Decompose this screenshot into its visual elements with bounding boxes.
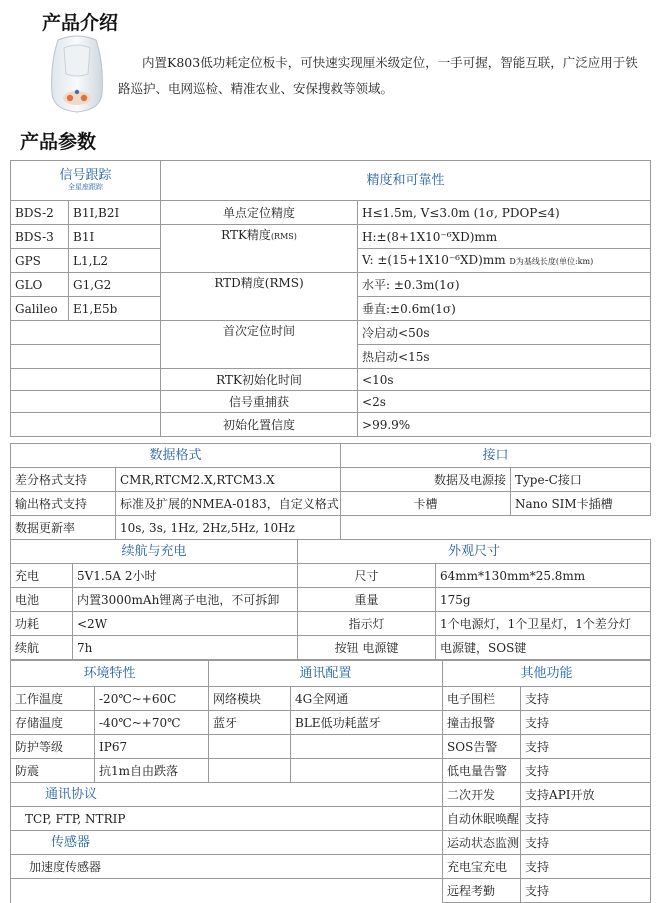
function-name: 低电量告警 [443,759,521,783]
spec-value: Type-C接口 [511,468,651,492]
function-name: 远程考勤 [443,879,521,903]
function-name: 充电宝充电 [443,855,521,879]
function-name: 二次开发 [443,783,521,807]
empty-cell [11,345,161,369]
spec-value: CMR,RTCM2.X,RTCM3.X [116,468,341,492]
function-status: 支持 [521,855,651,879]
comm-config-header: 通讯配置 [209,661,443,687]
signal-tracking-header: 信号跟踪 全星座跟踪 [11,161,161,201]
intro-heading: 产品介绍 [42,12,119,34]
rtk-label: RTK精度(RMS) [161,225,358,273]
empty-cell [209,759,291,783]
empty-cell [291,759,443,783]
spec-label: 输出格式支持 [11,492,116,516]
signal-precision-table [10,160,651,437]
spec-label: 网络模块 [209,687,291,711]
empty-cell [291,735,443,759]
empty-cell [11,391,161,413]
spec-value: 水平: ±0.3m(1σ) [358,273,651,297]
spec-value: 5V1.5A 2小时 [73,564,298,588]
empty-cell [209,735,291,759]
data-format-header: 数据格式 [11,444,341,468]
sensor-value: 加速度传感器 [11,855,443,879]
spec-label: 功耗 [11,612,73,636]
spec-label: 按钮 电源键 [298,636,436,660]
spec-label: 信号重捕获 [161,391,358,413]
spec-value: H≤1.5m, V≤3.0m (1σ, PDOP≤4) [358,201,651,225]
spec-label: 防护等级 [11,735,95,759]
function-status: 支持API开放 [521,783,651,807]
spec-value: 10s, 3s, 1Hz, 2Hz,5Hz, 10Hz [116,516,341,540]
function-status: 支持 [521,807,651,831]
spec-value: 垂直:±0.6m(1σ) [358,297,651,321]
spec-label: 卡槽 [341,492,511,516]
other-functions-header: 其他功能 [443,661,651,687]
intro-text: 内置K803低功耗定位板卡，可快速实现厘米级定位，一手可握，智能互联，广泛应用于铁路巡护、电网巡检、精准农业、安保搜救等领域。 [118,55,638,96]
spec-value: BLE低功耗蓝牙 [291,711,443,735]
system-bands: B1I,B2I [69,201,161,225]
protocol-value: TCP, FTP, NTRIP [11,807,443,831]
spec-value: >99.9% [358,413,651,437]
environment-header: 环境特性 [11,661,209,687]
spec-label: 尺寸 [298,564,436,588]
spec-value: 1个电源灯，1个卫星灯，1个差分灯 [436,612,651,636]
spec-label: 电池 [11,588,73,612]
spec-value: Nano SIM卡插槽 [511,492,651,516]
spec-label: 重量 [298,588,436,612]
system-bands: G1,G2 [69,273,161,297]
spec-value: <2s [358,391,651,413]
system-name: GPS [11,249,69,273]
spec-value: -40℃~+70℃ [95,711,209,735]
signal-tracking-subheader: 全星座跟踪 [68,183,103,191]
spec-label: 初始化置信度 [161,413,358,437]
function-status: 支持 [521,759,651,783]
spec-value: <10s [358,369,651,391]
spec-value: H:±(8+1X10⁻⁶XD)mm [358,225,651,249]
spec-label: 充电 [11,564,73,588]
spec-value: IP67 [95,735,209,759]
function-status: 支持 [521,735,651,759]
function-name: 自动休眠唤醒 [443,807,521,831]
spec-label: 数据更新率 [11,516,116,540]
spec-value: -20℃~+60C [95,687,209,711]
empty-cell [11,321,161,345]
sensor-header: 传感器 [11,831,443,855]
spec-value: 64mm*130mm*25.8mm [436,564,651,588]
function-status: 支持 [521,879,651,903]
system-name: GLO [11,273,69,297]
spec-value: 标准及扩展的NMEA-0183，自定义格式 [116,492,341,516]
spec-value: V: ±(15+1X10⁻⁶XD)mm D为基线长度(单位:km) [358,249,651,273]
spec-label: 指示灯 [298,612,436,636]
appearance-header: 外观尺寸 [298,540,651,564]
spec-value: 175g [436,588,651,612]
environment-comm-other-table [10,660,651,903]
spec-value: 内置3000mAh锂离子电池，不可拆卸 [73,588,298,612]
system-bands: L1,L2 [69,249,161,273]
system-bands: E1,E5b [69,297,161,321]
spec-label: 单点定位精度 [161,201,358,225]
function-name: 运动状态监测 [443,831,521,855]
spec-label: 续航 [11,636,73,660]
empty-cell [11,413,161,437]
spec-label: 数据及电源接 [341,468,511,492]
spec-label: 差分格式支持 [11,468,116,492]
protocol-header: 通讯协议 [11,783,443,807]
spec-label: 防震 [11,759,95,783]
spec-label: 存储温度 [11,711,95,735]
spec-value: 电源键，SOS键 [436,636,651,660]
spec-value: 冷启动<50s [358,321,651,345]
system-bands: B1I [69,225,161,249]
spec-label: RTK初始化时间 [161,369,358,391]
interface-header: 接口 [341,444,651,468]
data-interface-table [10,443,651,540]
battery-header: 续航与充电 [11,540,298,564]
spec-label: RTD精度(RMS) [161,273,358,321]
battery-appearance-table [10,539,651,660]
params-heading: 产品参数 [20,131,97,153]
spec-label: 工作温度 [11,687,95,711]
empty-cell [11,879,443,903]
system-name: BDS-3 [11,225,69,249]
function-name: SOS告警 [443,735,521,759]
spec-value: 热启动<15s [358,345,651,369]
system-name: Galileo [11,297,69,321]
precision-header: 精度和可靠性 [161,161,651,201]
function-name: 电子围栏 [443,687,521,711]
function-status: 支持 [521,711,651,735]
spec-label: 首次定位时间 [161,321,358,369]
spec-value: 4G全网通 [291,687,443,711]
spec-label: 蓝牙 [209,711,291,735]
spec-value: 7h [73,636,298,660]
empty-cell [11,369,161,391]
function-status: 支持 [521,687,651,711]
spec-value: <2W [73,612,298,636]
device-image [46,34,108,114]
function-status: 支持 [521,831,651,855]
spec-value: 抗1m自由跌落 [95,759,209,783]
system-name: BDS-2 [11,201,69,225]
function-name: 撞击报警 [443,711,521,735]
